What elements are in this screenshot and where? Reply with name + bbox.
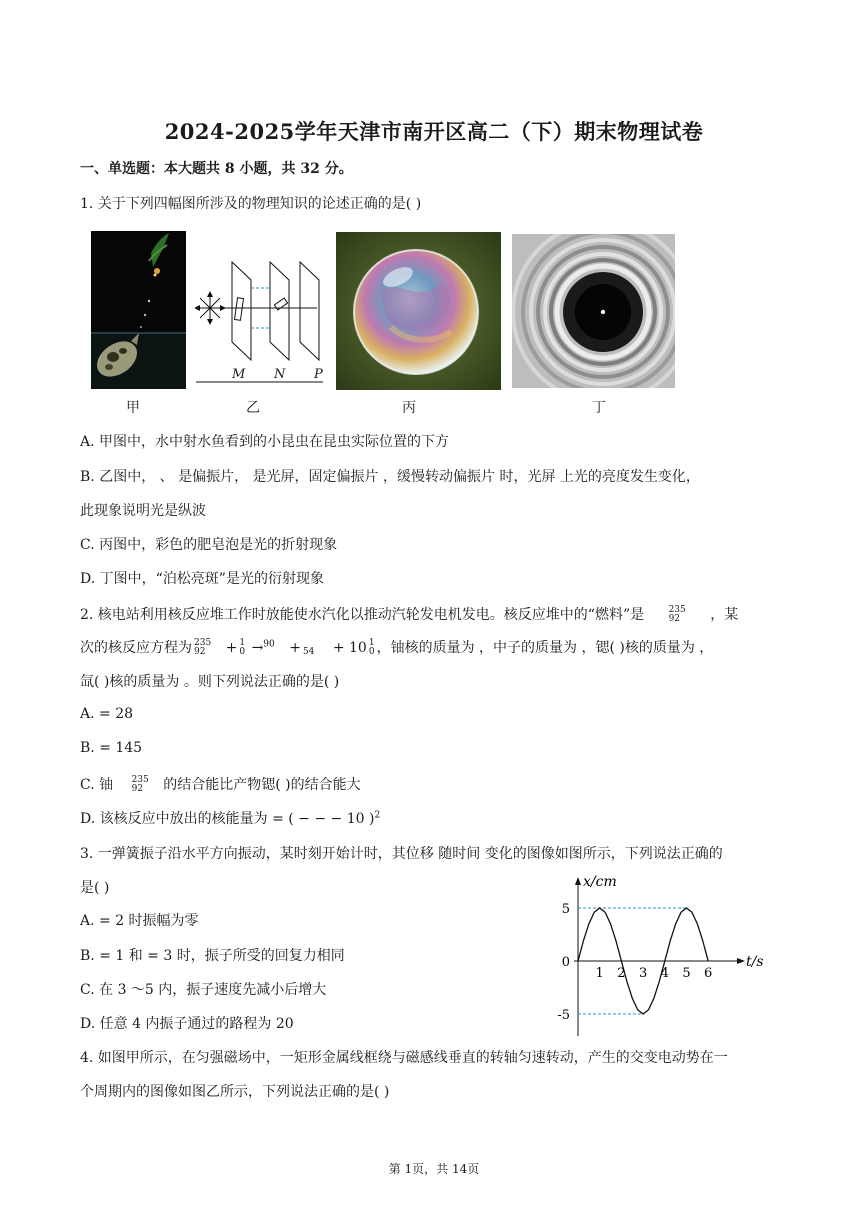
page-footer: 第 1页，共 14页 bbox=[388, 1162, 480, 1176]
q2-option-d: D. 该核反应中放出的核能量为 = ( − − − 10 )$^2$ bbox=[80, 810, 381, 827]
q2-optc-nuclide: 235 92 bbox=[131, 775, 149, 794]
y-tick-label: 5 bbox=[561, 902, 570, 917]
x-axis-label: t/s bbox=[746, 954, 764, 970]
q2-line3: 氙( )核的质量为 。则下列说法正确的是( ) bbox=[80, 674, 340, 690]
q2-eq-neutrons: 1 0 bbox=[368, 638, 375, 657]
y-axis-label: x/cm bbox=[583, 874, 617, 890]
poisson-spot-image bbox=[512, 234, 675, 388]
q2-line1: 2. 核电站利用核反应堆工作时放能使水汽化以推动汽轮发电机发电。核反应堆中的“燃料”是 235 92 ，某 bbox=[80, 605, 739, 624]
x-tick-label: 3 bbox=[638, 966, 648, 981]
q4-line1: 4. 如图甲所示，在匀强磁场中，一矩形金属线框绕与磁感线垂直的转轴匀速转动，产生的交变电动势在一 bbox=[80, 1050, 728, 1066]
q3-option-d: D. 任意 4 内振子通过的路程为 20 bbox=[80, 1016, 294, 1032]
q1-option-a: A. 甲图中，水中射水鱼看到的小昆虫在昆虫实际位置的下方 bbox=[80, 434, 450, 450]
q3-line1: 3. 一弹簧振子沿水平方向振动，某时刻开始计时，其位移 随时间 变化的图像如图所示，下列说法正确的 bbox=[80, 846, 723, 862]
q1-option-b-line2: 此现象说明光是纵波 bbox=[80, 503, 206, 519]
label-n: N bbox=[274, 367, 286, 382]
caption-bing: 丙 bbox=[402, 400, 416, 416]
displacement-time-graph bbox=[550, 868, 770, 1040]
q2-line1-text: 2. 核电站利用核反应堆工作时放能使水汽化以推动汽轮发电机发电。核反应堆中的“燃料”是 bbox=[80, 607, 645, 623]
x-axis-arrow bbox=[737, 958, 745, 964]
y-tick-label: 0 bbox=[561, 955, 570, 970]
q2-eq-neutron: 1 0 bbox=[239, 638, 246, 657]
q1-option-d: D. 丁图中，“泊松亮斑”是光的衍射现象 bbox=[80, 571, 324, 587]
q2-option-a: A. = 28 bbox=[80, 706, 134, 722]
x-tick-label: 6 bbox=[704, 966, 713, 981]
q2-eq-xenon: 54 bbox=[302, 647, 315, 657]
y-tick-label: -5 bbox=[557, 1008, 570, 1023]
figure-ding bbox=[512, 234, 675, 388]
q1-option-b-line1: B. 乙图中， 、 是偏振片， 是光屏，固定偏振片 ，缓慢转动偏振片 时，光屏 上光的亮度发生变化， bbox=[80, 469, 700, 485]
soap-bubble-image bbox=[336, 232, 501, 390]
page-title: 2024-2025学年天津市南开区高二（下）期末物理试卷 bbox=[164, 119, 704, 144]
label-p: P bbox=[314, 367, 323, 382]
graph-labels bbox=[557, 874, 763, 1023]
archer-fish-image bbox=[91, 231, 186, 389]
figure-bing bbox=[336, 232, 501, 390]
q2-option-b: B. = 145 bbox=[80, 740, 143, 756]
q3-option-b: B. = 1 和 = 3 时，振子所受的回复力相同 bbox=[80, 948, 345, 964]
figure-jia bbox=[91, 231, 186, 389]
label-m: M bbox=[232, 367, 246, 382]
q2-line2: 次的核反应方程为 235 92 + 1 0 →$^{90}$ + 54 + 10 1 0 ，铀核的质量为 ，中子的质量为 ，锶( )核的质量为 ， bbox=[80, 638, 714, 657]
section-heading: 一、单选题：本大题共 8 小题，共 32 分。 bbox=[80, 161, 353, 177]
x-tick-label: 2 bbox=[617, 966, 626, 981]
caption-jia: 甲 bbox=[126, 400, 140, 416]
figure-yi bbox=[195, 256, 325, 386]
caption-ding: 丁 bbox=[592, 400, 606, 416]
q3-option-c: C. 在 3 ～5 内，振子速度先减小后增大 bbox=[80, 982, 327, 998]
q4-line2: 个周期内的图像如图乙所示，下列说法正确的是( ) bbox=[80, 1084, 390, 1100]
q1-stem: 1. 关于下列四幅图所涉及的物理知识的论述正确的是( ) bbox=[80, 196, 422, 212]
x-tick-label: 1 bbox=[595, 966, 604, 981]
q3-line2: 是( ) bbox=[80, 880, 110, 896]
q2-uranium-nuclide: 235 92 bbox=[668, 605, 686, 624]
polarizer-diagram bbox=[195, 256, 325, 386]
graph-axes bbox=[574, 877, 745, 1036]
x-tick-label: 4 bbox=[660, 966, 669, 981]
x-tick-label: 5 bbox=[682, 966, 691, 981]
q2-option-c: C. 铀 235 92 的结合能比产物锶( )的结合能大 bbox=[80, 775, 361, 794]
caption-yi: 乙 bbox=[246, 400, 260, 416]
q2-eq-uranium: 235 92 bbox=[194, 638, 212, 657]
y-axis-arrow bbox=[575, 877, 581, 885]
q1-option-c: C. 丙图中，彩色的肥皂泡是光的折射现象 bbox=[80, 537, 338, 553]
q3-option-a: A. = 2 时振幅为零 bbox=[80, 913, 199, 929]
